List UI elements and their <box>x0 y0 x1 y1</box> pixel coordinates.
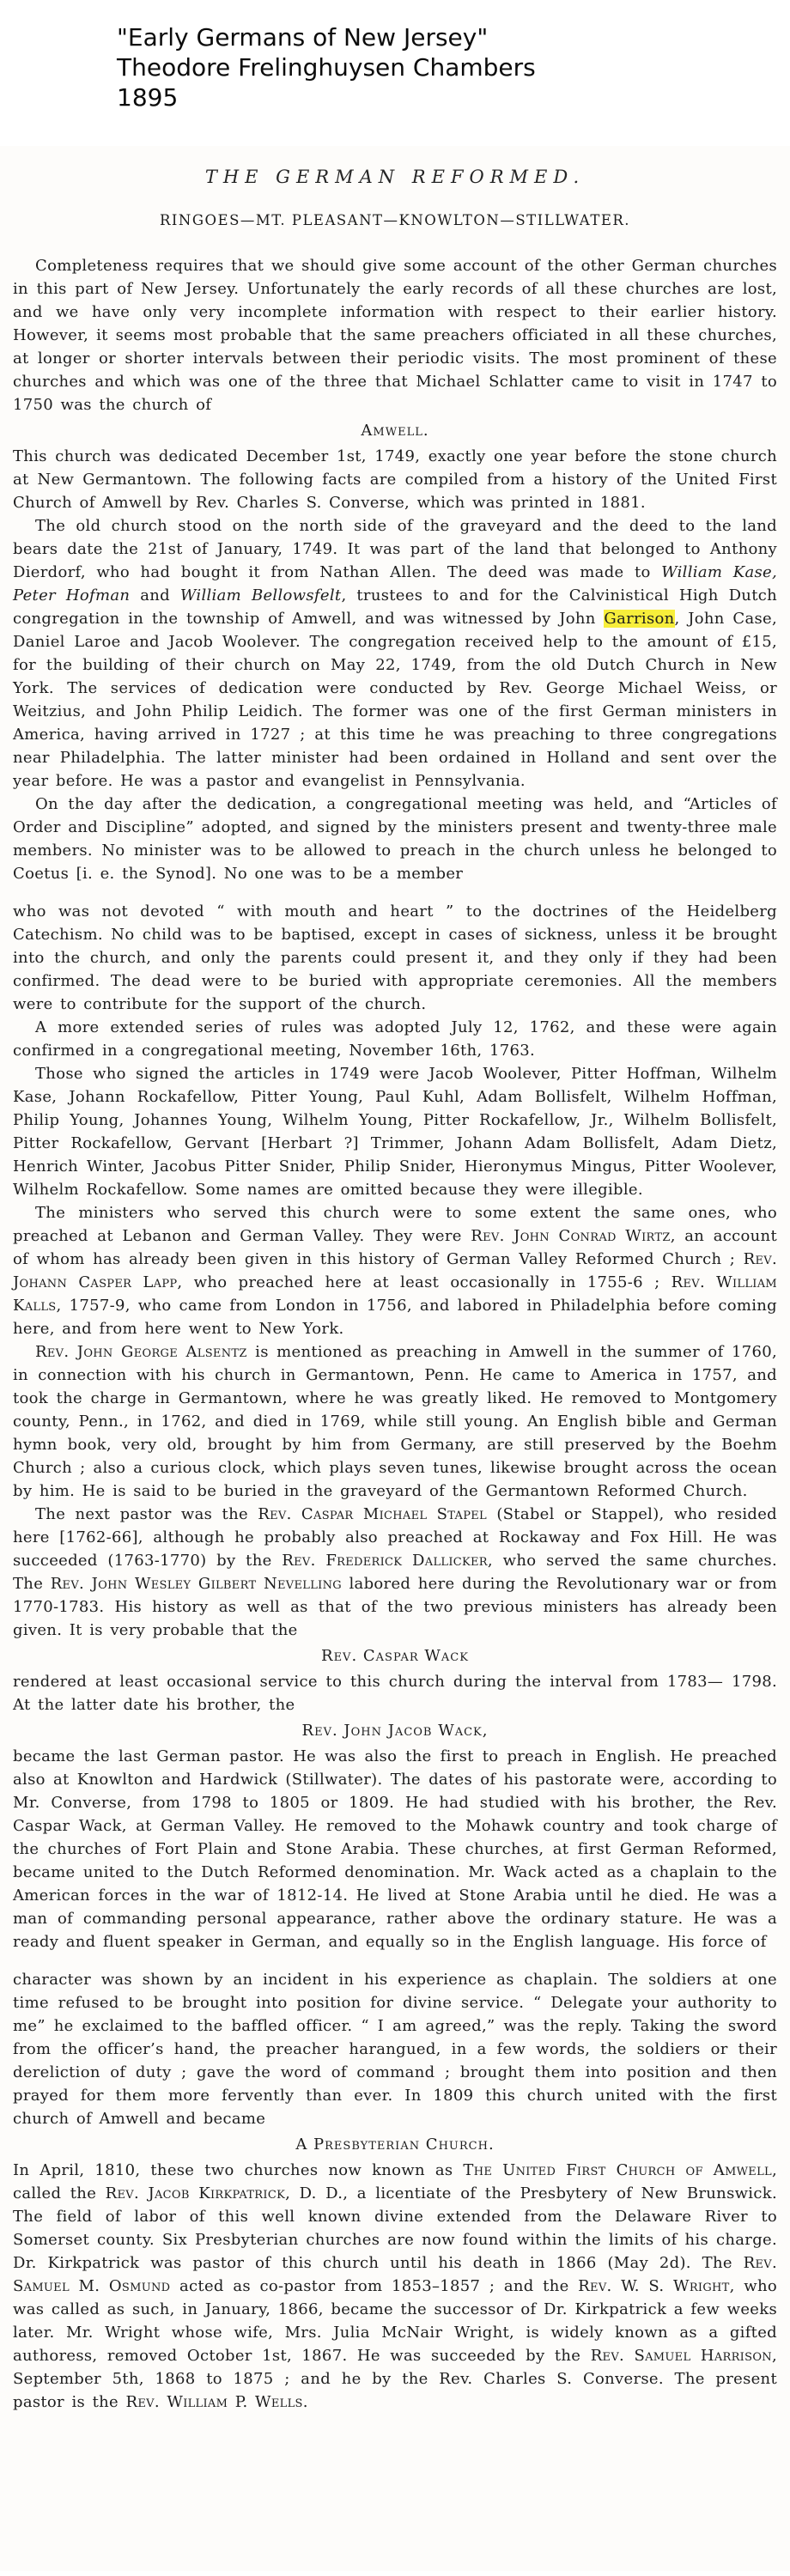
scanned-page <box>0 146 790 2571</box>
paragraph <box>13 1340 777 1503</box>
chapter-title: THE GERMAN REFORMED. <box>204 167 586 187</box>
book-title: "Early Germans of New Jersey" <box>117 23 489 52</box>
text-run: , September 5th, 1868 to 1875 ; and he by the Rev. Charles S. Converse. The present pastor is the <box>13 2347 777 2411</box>
text-run: character was shown by an incident in his experience as chaplain. The soldiers at one time refused to be brought into position for divine service. “ Delegate your authority to me” he exclaimed to the baffled officer. “ I am agreed,” was the reply. Taking the sword from the officer’s hand, the preacher harangued, in a few words, the soldiers or their dereliction of duty ; gave the word of command ; brought them into position and then prayed for them more fervently than ever. In 1809 this church united with the first church of Amwell and became <box>13 1971 777 2128</box>
paragraph <box>13 1016 777 1062</box>
paragraph <box>13 1670 777 1716</box>
text-run: , trustees to and for the Calvinistical High Dutch congregation in the township of Amwell, and was witnessed by John <box>13 586 778 628</box>
text-run: , who served the same churches. The <box>13 1552 777 1593</box>
book-year: 1895 <box>117 83 179 112</box>
styled-text: Rev. John George Alsentz <box>35 1343 247 1361</box>
text-run: (Stabel or Stappel), who resided here [1762-66], although he probably also preached at Rockaway and Fox Hill. He was succeeded (1763-1770) by the <box>13 1505 778 1570</box>
text-run: . <box>302 2393 308 2411</box>
search-highlight: Garrison <box>604 610 675 628</box>
section-heading <box>13 1719 777 1742</box>
text-run: , an account of whom has already been given in this history of German Valley Reformed Church ; <box>13 1227 777 1268</box>
text-run: Completeness requires that we should give some account of the other German churches in this part of New Jersey. Unfortunately the early records of all these churches are lost, and we have only very incomplete information with respect to their earlier history. However, it seems most probable that the same preachers officiated in all these churches, at longer or shorter intervals between their periodic visits. The most prominent of these churches and which was one of the three that Michael Schlatter came to visit in 1747 to 1750 was the church of <box>13 257 777 414</box>
paragraph <box>13 1503 777 1642</box>
styled-text: Rev. Frederick Dallicker <box>282 1552 488 1570</box>
paragraph <box>13 2159 777 2414</box>
paragraph <box>13 1968 777 2130</box>
paragraph <box>13 900 777 1016</box>
styled-text: Rev. Jacob Kirkpatrick <box>105 2184 286 2202</box>
styled-text: A Presbyterian Church. <box>295 2136 495 2154</box>
paragraph <box>13 445 777 514</box>
styled-text: Rev. Caspar Wack <box>321 1647 469 1665</box>
text-run: The ministers who served this church were to some extent the same ones, who preached at Lebanon and German Valley. They were <box>13 1204 777 1245</box>
text-run: is mentioned as preaching in Amwell in the summer of 1760, in connection with his church in Germantown, Penn. He came to America in 1757, and took the charge in Germantown, where he was greatly liked. He removed to Montgomery county, Penn., in 1762, and died in 1769, while still young. An English bible and German hymn book, very old, brought by him from Germany, are still preserved by the Boehm Church ; also a curious clock, which plays seven tunes, likewise brought across the ocean by him. He is said to be buried in the graveyard of the Germantown Reformed Church. <box>13 1343 778 1500</box>
styled-text: William Kase, Peter Hofman <box>13 563 777 605</box>
text-run: On the day after the dedication, a congregational meeting was held, and “Articles of Order and Discipline” adopted, and signed by the ministers present and twenty-three male members. No minister was to be allowed to preach in the church unless he belonged to Coetus [i. e. the Synod]. No one was to be a member <box>13 795 777 883</box>
text-run: labored here during the Revolutionary war or from 1770-1783. His history as well as that of the two previous ministers has already been given. It is very probable that the <box>13 1575 777 1639</box>
styled-text: Rev. John Jacob Wack, <box>301 1722 489 1740</box>
text-run: , who was called as such, in January, 1866, became the successor of Dr. Kirkpatrick a few weeks later. Mr. Wright whose wife, Mrs. Julia McNair Wright, is widely known as a gifted authoress, removed October 1st, 1867. He was succeeded by the <box>13 2277 778 2365</box>
text-run: and <box>130 586 180 605</box>
text-run: This church was dedicated December 1st, 1749, exactly one year before the stone church at New Germantown. The following facts are compiled from a history of the United First Church of Amwell by Rev. Charles S. Converse, which was printed in 1881. <box>13 447 777 512</box>
text-run: Those who signed the articles in 1749 were Jacob Woolever, Pitter Hoffman, Wilhelm Kase, Johann Rockafellow, Pitter Young, Paul Kuhl, Adam Bollisfelt, Wilhelm Hoffman, Philip Young, Johannes Young, Wilhelm Young, Pitter Rockafellow, Jr., Wilhelm Bollisfelt, Pitter Rockafellow, Gervant [Herbart ?] Trimmer, Johann Adam Bollisfelt, Adam Dietz, Henrich Winter, Jacobus Pitter Snider, Philip Snider, Hieronymus Mingus, Pitter Woolever, Wilhelm Rockafellow. Some names are omitted because they were illegible. <box>13 1065 777 1199</box>
styled-text: Rev. Caspar Michael Stapel <box>258 1505 487 1523</box>
styled-text: Rev. John Conrad Wirtz <box>471 1227 671 1245</box>
styled-text: Rev. Johann Casper Lapp <box>13 1250 777 1291</box>
styled-text: Rev. W. S. Wright <box>578 2277 730 2295</box>
text-run: who was not devoted “ with mouth and heart ” to the doctrines of the Heidelberg Catechism. No child was to be baptised, except in cases of sickness, unless it be brought into the church, and only the parents could present it, and they only if they had been confirmed. The dead were to be buried with appropriate ceremonies. All the members were to contribute for the support of the church. <box>13 902 777 1013</box>
styled-text: Rev. William P. Wells <box>125 2393 303 2411</box>
text-run: , D. D., a licentiate of the Presbytery of New Brunswick. The field of labor of this well known divine extended from the Delaware River to Somerset county. Six Presbyterian churches are now found within the limits of his charge. Dr. Kirkpatrick was pastor of this church until his death in 1866 (May 2d). The <box>13 2184 777 2272</box>
book-citation-header <box>117 22 536 112</box>
chapter-subtitle: RINGOES—MT. PLEASANT—KNOWLTON—STILLWATER. <box>159 212 631 228</box>
styled-text: The United First Church of Amwell <box>463 2161 772 2179</box>
text-run: , who preached here at least occasionally in 1755-6 ; <box>177 1273 672 1291</box>
text-run: In April, 1810, these two churches now known as <box>13 2161 464 2179</box>
section-heading <box>13 2133 777 2156</box>
paragraph <box>13 793 777 885</box>
styled-text: Rev. Samuel Harrison <box>590 2347 772 2365</box>
paragraph <box>13 1062 777 1201</box>
text-run: became the last German pastor. He was also the first to preach in English. He preached also at Knowlton and Hardwick (Stillwater). The dates of his pastorate were, according to Mr. Converse, from 1798 to 1805 or 1809. He had studied with his brother, the Rev. Caspar Wack, at German Valley. He removed to the Mohawk country and took charge of the churches of Fort Plain and Stone Arabia. These churches, at first German Reformed, became united to the Dutch Reformed denomination. Mr. Wack acted as a chaplain to the American forces in the war of 1812-14. He lived at Stone Arabia until he died. He was a man of commanding personal appearance, rather above the ordinary stature. He was a ready and fluent speaker in German, and equally so in the English language. His force of <box>13 1747 777 1951</box>
paragraph <box>13 254 777 416</box>
section-heading <box>13 419 777 442</box>
page-body <box>13 254 777 2414</box>
text-run: A more extended series of rules was adopted July 12, 1762, and these were again confirmed in a congregational meeting, November 16th, 1763. <box>13 1018 777 1060</box>
text-run: The next pastor was the <box>35 1505 258 1523</box>
paragraph <box>13 1745 777 1953</box>
text-run: acted as co-pastor from 1853–1857 ; and the <box>170 2277 579 2295</box>
text-run: , 1757-9, who came from London in 1756, and labored in Philadelphia before coming here, and from here went to New York. <box>13 1297 777 1338</box>
styled-text: Rev. John Wesley Gilbert Nevelling <box>50 1575 342 1593</box>
text-run: rendered at least occasional service to this church during the interval from 1783— 1798. At the latter date his brother, the <box>13 1673 777 1714</box>
text-run: , called the <box>13 2161 777 2202</box>
styled-text: Rev. Samuel M. Osmund <box>13 2254 777 2295</box>
paragraph <box>13 1201 777 1340</box>
text-run: , John Case, Daniel Laroe and Jacob Woolever. The congregation received help to the amount of £15, for the building of their church on May 22, 1749, from the old Dutch Church in New York. The services of dedication were conducted by Rev. George Michael Weiss, or Weitzius, and John Philip Leidich. The former was one of the first German ministers in America, having arrived in 1727 ; at this time he was preaching to three congregations near Philadelphia. The latter minister had been ordained in Holland and sent over the year before. He was a pastor and evangelist in Pennsylvania. <box>13 610 778 790</box>
book-author: Theodore Frelinghuysen Chambers <box>117 53 536 82</box>
styled-text: Rev. William Kalls <box>13 1273 777 1315</box>
section-heading <box>13 1644 777 1668</box>
styled-text: William Bellowsfelt <box>179 586 342 605</box>
text-run: The old church stood on the north side of the graveyard and the deed to the land bears date the 21st of January, 1749. It was part of the land that belonged to Anthony Dierdorf, who had bought it from Nathan Allen. The deed was made to <box>13 517 777 581</box>
paragraph <box>13 514 777 793</box>
styled-text: Amwell. <box>361 422 429 440</box>
